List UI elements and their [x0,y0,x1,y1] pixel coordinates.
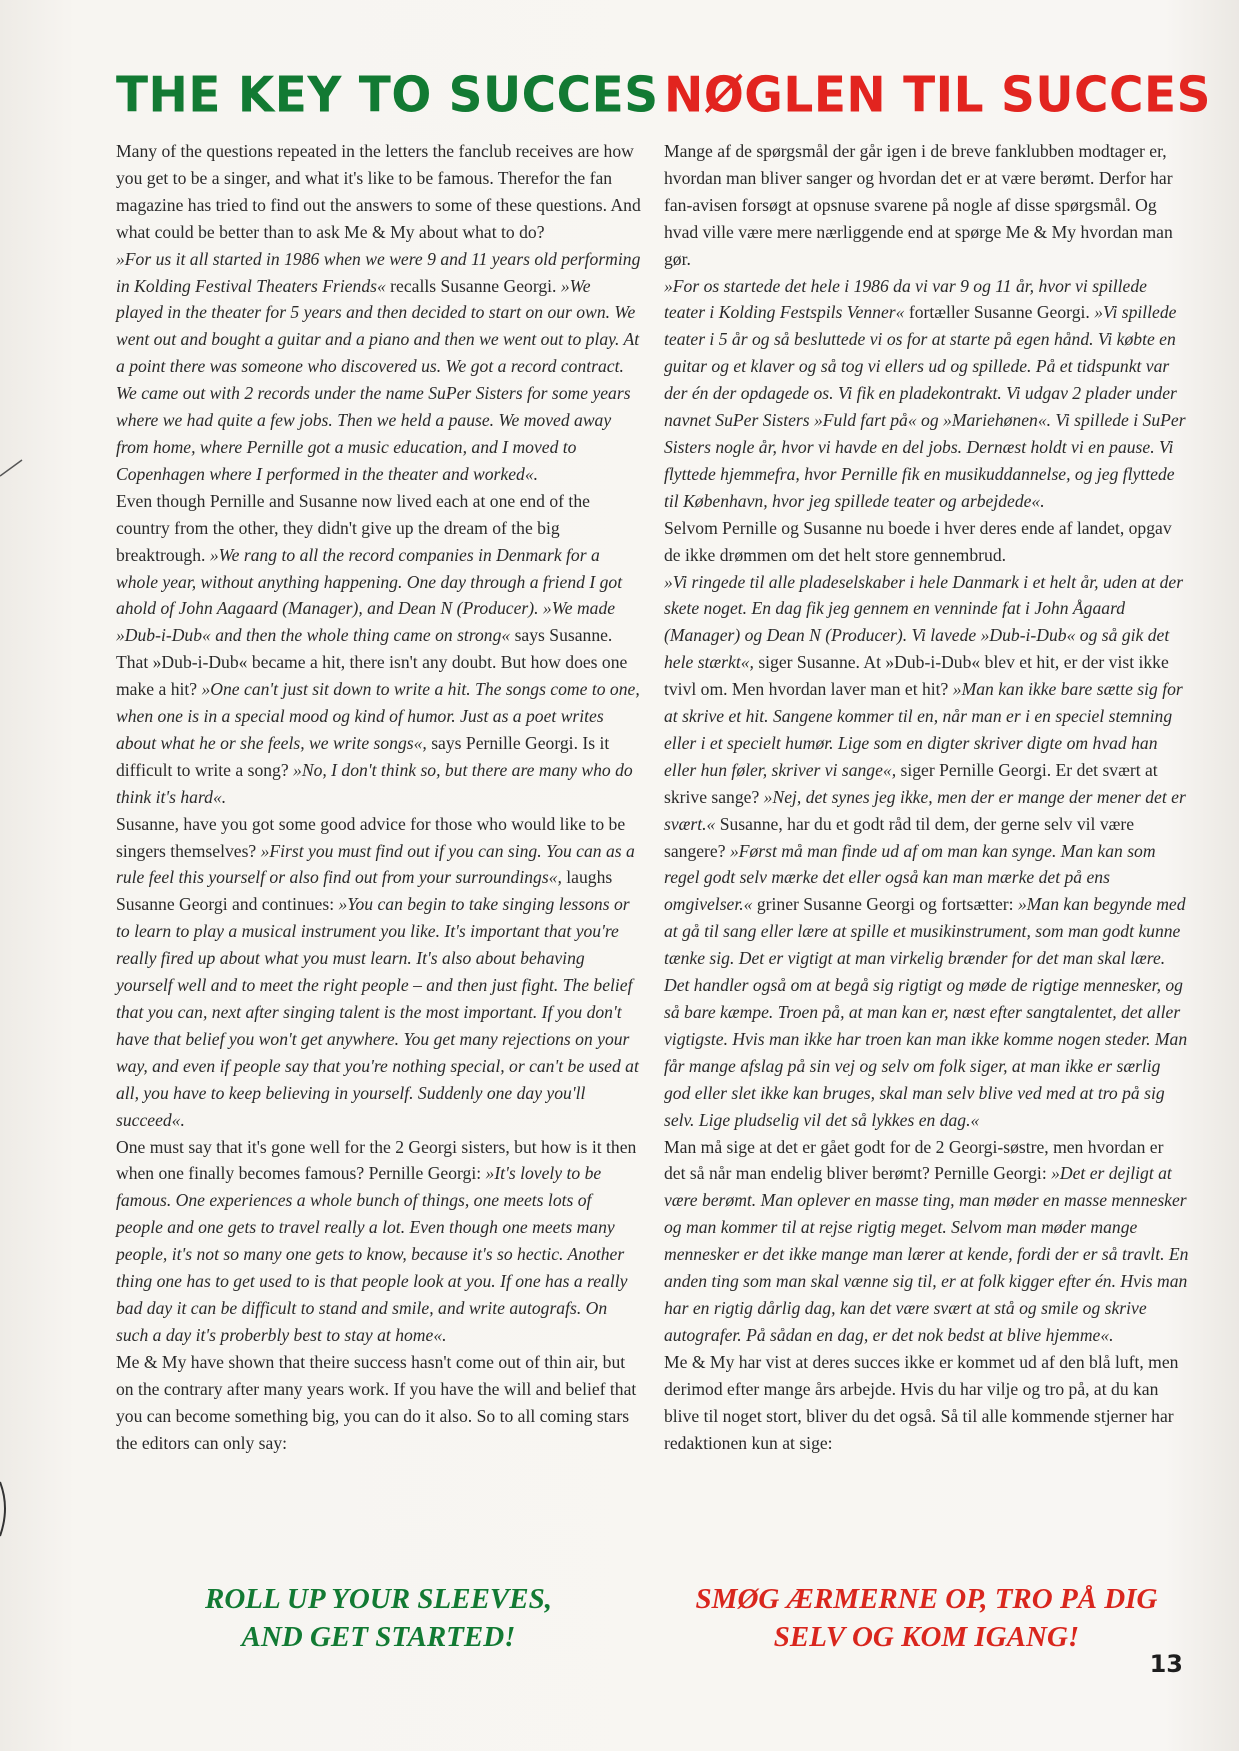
quote-text: »Man kan begynde med at gå til sang eller lære at spille et musikinstrument, som man godt kunne tænke sig. Det er vigtigt at man virkelig brænder for det man skal lære. Det handler også om at begå sig rigtigt og møde de rigtige mennesker, og så bare kæmpe. Troen på, at man kan er, næst efter sangtalentet, det aller vigtigste. Hvis man ikke har troen kan man ikke komme nogen steder. Man får mange afslag på sin vej og selv om folk siger, at man ikke er særlig god eller slet ikke kan bruges, skal man selv blive ved med at tro på sig selv. Lige pludselig vil det så lykkes en dag.« [664,894,1188,1130]
english-paragraph [116,811,641,1134]
english-slogan-line-1: ROLL UP YOUR SLEEVES, [205,1583,552,1615]
danish-headline: NØGLEN TIL SUCCES [664,66,1211,124]
danish-column [664,62,1211,1456]
english-column [116,62,659,1456]
danish-paragraph [664,569,1189,1134]
narration-text: Man må sige at det er gået godt for de 2 Georgi-søstre, men hvordan er det så når man endelig bliver berømt? Pernille Georgi: [664,1136,1164,1184]
narration-text: Susanne, have you got some good advice for those who would like to be singers themselves? [116,813,626,861]
danish-paragraph: Me & My har vist at deres succes ikke er kommet ud af den blå luft, men derimod efter mange års arbejde. Hvis du har vilje og tro på, at du kan blive til noget stort, bliver du det også. Så til alle kommende stjerner har redaktionen kun at sige: [664,1351,1179,1453]
quote-text: »Vi ringede til alle pladeselskaber i hele Danmark i et helt år, uden at der skete noget. En dag fik jeg gennem en venninde fat i John Ågaard (Manager) og Dean N (Producer). Vi lavede »Dub-i-Dub« og så gik det hele stærkt«, [664,571,1184,673]
english-paragraph: Me & My have shown that theire success hasn't come out of thin air, but on the contrary after many years work. If you have the will and belief that you can become something big, you can do it also. So to all coming stars the editors can only say: [116,1351,637,1453]
narration-text: Susanne, har du et godt råd til dem, der gerne selv vil være sangere? [664,813,1135,861]
english-slogan [116,1580,641,1656]
narration-text: says Susanne. That »Dub-i-Dub« became a hit, there isn't any doubt. But how does one make a hit? [116,625,628,700]
danish-paragraph [664,273,1189,515]
quote-text: »Nej, det synes jeg ikke, men der er mange der mener det er svært.« [664,786,1186,834]
quote-text: »For os startede det hele i 1986 da vi var 9 og 11 år, hvor vi spillede teater i Kolding Festspils Venner« [664,275,1147,323]
danish-paragraph: Mange af de spørgsmål der går igen i de breve fanklubben modtager er, hvordan man bliver sanger og hvordan det er at være berømt. Derfor har fan-avisen forsøgt at opsnuse svarene på nogle af disse spørgsmål. Og hvad ville være mere nærliggende end at spørge Me & My hvordan man gør. [664,141,1173,269]
english-article-body [116,138,641,1456]
narration-text: fortæller Susanne Georgi. [904,302,1095,323]
narration-text: laughs Susanne Georgi and continues: [116,867,613,915]
quote-text: »One can't just sit down to write a hit. The songs come to one, when one is in a special mood og kind of humor. Just as a poet writes about what he or she feels, we write songs«, [116,679,640,753]
narration-text: siger Pernille Georgi. Er det svært at skrive sange? [664,759,1158,807]
danish-slogan-line-1: SMØG ÆRMERNE OP, TRO PÅ DIG [695,1583,1158,1615]
quote-text: »It's lovely to be famous. One experiences a whole bunch of things, one meets lots of people and one gets to travel really a lot. Even though one meets many people, it's not so many one gets to know, because it's so hectic. Another thing one has to get used to is that people look at you. If one has a really bad day it can be difficult to stand and smile, and write autografs. On such a day it's proberbly best to stay at home«. [116,1163,628,1345]
narration-text: griner Susanne Georgi og fortsætter: [752,894,1018,915]
quote-text: »For us it all started in 1986 when we were 9 and 11 years old performing in Kolding Festival Theaters Friends« [116,248,641,296]
danish-paragraph: Selvom Pernille og Susanne nu boede i hver deres ende af landet, opgav de ikke drømmen om det helt store gennembrud. [664,517,1172,565]
quote-text: »We rang to all the record companies in Denmark for a whole year, without anything happening. One day through a friend I got ahold of John Aagaard (Manager), and Dean N (Producer). »We made »Dub-i-Dub« and then the whole thing came on strong« [116,544,623,646]
danish-paragraph [664,1134,1189,1349]
quote-text: »First you must find out if you can sing. You can as a rule feel this yourself or also find out from your surroundings«, [116,840,635,888]
quote-text: »Det er dejligt at være berømt. Man oplever en masse ting, man møder en masse mennesker og man kommer til at rejse rigtig meget. Selvom man møder mange mennesker er det ikke mange man lærer at kende, fordi der er så travlt. En anden ting som man skal vænne sig til, er at folk kigger efter én. Hvis man har en rigtig dårlig dag, kan det være svært at stå og smile og skrive autografer. På sådan en dag, er det nok bedst at blive hjemme«. [664,1163,1189,1345]
danish-slogan-line-2: SELV OG KOM IGANG! [773,1621,1080,1653]
danish-slogan [664,1580,1189,1656]
english-paragraph [116,246,641,488]
quote-text: »Først må man finde ud af om man kan synge. Man kan som regel godt selv mærke det eller også kan man mærke det på ens omgivelser.« [664,840,1156,915]
narration-text: Even though Pernille and Susanne now lived each at one end of the country from the other, they didn't give up the dream of the big breaktrough. [116,490,590,565]
narration-text: recalls Susanne Georgi. [385,275,561,296]
english-slogan-line-2: AND GET STARTED! [241,1621,516,1653]
narration-text: siger Susanne. At »Dub-i-Dub« blev et hit, er der vist ikke tvivl om. Men hvordan laver man et hit? [664,652,1169,700]
narration-text: One must say that it's gone well for the 2 Georgi sisters, but how is it then when one finally becomes famous? Pernille Georgi: [116,1136,637,1184]
narration-text: says Pernille Georgi. Is it difficult to write a song? [116,732,610,780]
page-number: 13 [1149,1650,1183,1678]
page-edge-mark [0,440,24,480]
english-paragraph [116,488,641,811]
quote-text: »We played in the theater for 5 years and then decided to start on our own. We went out and bought a guitar and a piano and then we went out to play. At a point there was someone who discovered us. We got a record contract. We came out with 2 records under the name SuPer Sisters for some years where we had quite a few jobs. Then we held a pause. We moved away from home, where Pernille got a music education, and I moved to Copenhagen where I performed in the theater and worked«. [116,275,640,484]
danish-article-body [664,138,1189,1456]
english-paragraph: Many of the questions repeated in the letters the fanclub receives are how you get to be a singer, and what it's like to be famous. Therefor the fan magazine has tried to find out the answers to some of these questions. And what could be better than to ask Me & My about what to do? [116,141,641,242]
english-headline: THE KEY TO SUCCES [116,66,659,124]
quote-text: »You can begin to take singing lessons or to learn to play a musical instrument you like. It's important that you're really fired up about what you must learn. It's also about behaving yourself well and to meet the right people – and then just fight. The belief that you can, next after singing talent is the most important. If you don't have that belief you won't get anywhere. You get many rejections on your way, and even if people say that you're nothing special, or can't be used at all, you have to keep believing in yourself. Suddenly one day you'll succeed«. [116,894,639,1130]
quote-text: »Man kan ikke bare sætte sig for at skrive et hit. Sangene kommer til en, når man er i en speciel stemning eller i et specielt humør. Lige som en digter skriver digte om hvad han eller hun føler, skriver vi sange«, [664,679,1183,780]
binding-hole-mark [0,1480,14,1540]
english-paragraph [116,1134,641,1349]
quote-text: »No, I don't think so, but there are many who do think it's hard«. [116,759,633,807]
quote-text: »Vi spillede teater i 5 år og så besluttede vi os for at starte på egen hånd. Vi købte en guitar og et klaver og så tog vi ellers ud og spillede. På et tidspunkt var der én der opdagede os. Vi fik en pladekontrakt. Vi udgav 2 plader under navnet SuPer Sisters »Fuld fart på« og »Mariehønen«. Vi spillede i SuPer Sisters nogle år, hvor vi havde en del jobs. Dernæst holdt vi en pause. Vi flyttede hjemmefra, hvor Pernille fik en musikuddannelse, og jeg flyttede til København, hvor jeg spillede teater og arbejdede«. [664,302,1186,511]
